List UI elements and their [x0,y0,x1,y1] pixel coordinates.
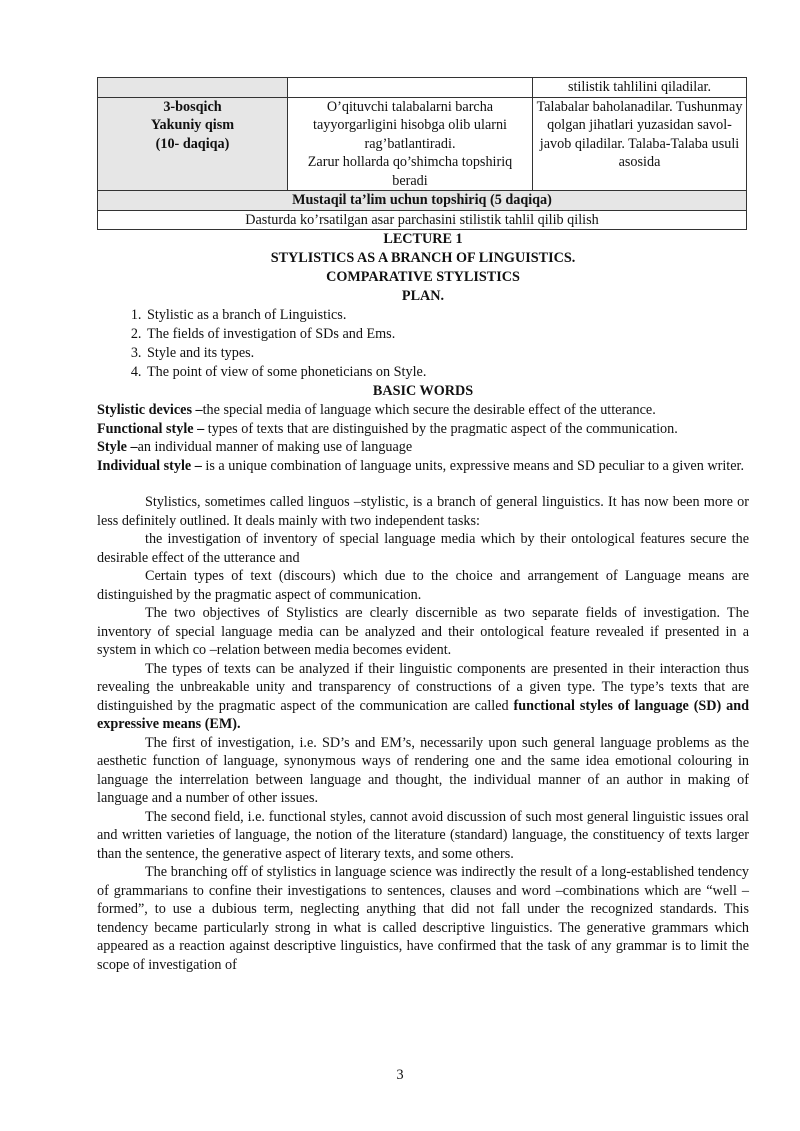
plan-item: 4. The point of view of some phoneticians on Style. [145,363,749,382]
plan-heading: PLAN. [401,288,445,304]
teacher-activity-text: Zarur hollarda qo’shimcha topshiriq beradi [307,154,513,189]
independent-work-task: Dasturda ko’rsatilgan asar parchasini stilistik tahlil qilib qilish [98,210,747,230]
table-row [98,97,747,191]
stage-cell [98,97,288,191]
definition [97,420,749,439]
body-paragraph: the investigation of inventory of special language media which by their ontological features secure the desirable effect of the utterance and [97,531,749,566]
plan-item: 2. The fields of investigation of SDs and Ems. [145,325,749,344]
table-cell [288,78,533,98]
definition-term: Style – [97,439,138,455]
stage-number: 3-bosqich [163,98,222,115]
teacher-activity-cell [288,97,533,191]
plan-list [97,306,749,382]
paragraph-emphasis: functional styles of language (SD) and expressive means (EM). [97,697,750,732]
body-paragraph [97,660,749,734]
body-paragraph: The first of investigation, i.e. SD’s and EM’s, necessarily upon such general language problems as the aesthetic function of language, synonymous ways of rendering one and the same idea emotional colouring in language the interrelation between language and thought, the individual manner of an author in making of language and a number of other issues. [97,734,749,806]
stage-name: Yakuniy qism [150,117,235,133]
body-paragraph: The second field, i.e. functional styles, cannot avoid discussion of such most general linguistic issues oral and written varieties of language, the notion of the literature (standard) language, the constituency of texts larger than the sentence, the generative aspect of literary texts, and some others. [97,808,749,862]
definition-term: Functional style – [97,420,205,437]
body-paragraph: Stylistics, sometimes called linguos –stylistic, is a branch of general linguistics. It has now been more or less definitely outlined. It deals mainly with two independent tasks: [97,494,749,529]
table-row [98,210,747,230]
basic-words-heading: BASIC WORDS [372,383,474,399]
student-activity-cell: Talabalar baholanadilar. Tushunmay qolgan jihatlari yuzasidan savol-javob qiladilar. Talaba-Talaba usuli asosida [533,97,747,191]
spacer [97,475,749,493]
definition [97,438,749,457]
stage-time: (10- daqiqa) [155,135,230,152]
table-cell: stilistik tahlilini qiladilar. [533,78,747,98]
lecture-number: LECTURE 1 [383,231,463,247]
table-row [98,191,747,211]
definition-term: Stylistic devices – [97,402,203,418]
table-cell [98,78,288,98]
body-paragraph: Certain types of text (discours) which due to the choice and arrangement of Language means are distinguished by the pragmatic aspect of communication. [97,568,749,603]
paragraph-text: The types of texts can be analyzed if their linguistic components are presented in their interaction thus revealing the unbreakable unity and transparency of constructions of a given type. The type’s texts that are distinguished by the pragmatic aspect of the communication are called [97,660,749,714]
independent-work-title: Mustaqil ta’lim uchun topshiriq (5 daqiqa) [98,191,747,211]
page-number: 3 [396,1067,404,1083]
teacher-activity-text: O’qituvchi talabalarni barcha tayyorgarligini hisobga olib ularni rag’batlantiradi. [313,98,507,152]
lecture-title: STYLISTICS AS A BRANCH OF LINGUISTICS. [270,250,576,266]
definition-text: the special media of language which secure the desirable effect of the utterance. [202,402,656,418]
plan-item: 1. Stylistic as a branch of Linguistics. [145,306,749,325]
definition-text: an individual manner of making use of language [137,439,413,455]
lecture-subtitle: COMPARATIVE STYLISTICS [326,269,520,285]
body-paragraph: The branching off of stylistics in language science was indirectly the result of a long-established tendency of grammarians to confine their investigations to sentences, clauses and word –combinations which are “well –formed”, to use a dubious term, neglecting anything that did not fall under the recognized standards. This tendency became particularly strong in what is called descriptive linguistics. The generative grammars which appeared as a reaction against descriptive linguistics, have confirmed that the task of any grammar is to limit the scope of investigation of [97,864,749,973]
plan-item: 3. Style and its types. [145,344,749,363]
definition-term: Individual style – [97,457,202,474]
table-row [98,78,747,98]
document-page [97,77,749,974]
lesson-plan-table [97,77,747,230]
definition-text: is a unique combination of language units, expressive means and SD peculiar to a given writer. [205,457,745,474]
body-paragraph: The two objectives of Stylistics are clearly discernible as two separate fields of investigation. The inventory of special language media can be analyzed and their ontological feature revealed if presented in a system in which co –relation between media becomes evident. [97,605,749,658]
definition [97,401,749,420]
definition-text: types of texts that are distinguished by the pragmatic aspect of the communication. [207,420,678,437]
definition [97,457,749,476]
